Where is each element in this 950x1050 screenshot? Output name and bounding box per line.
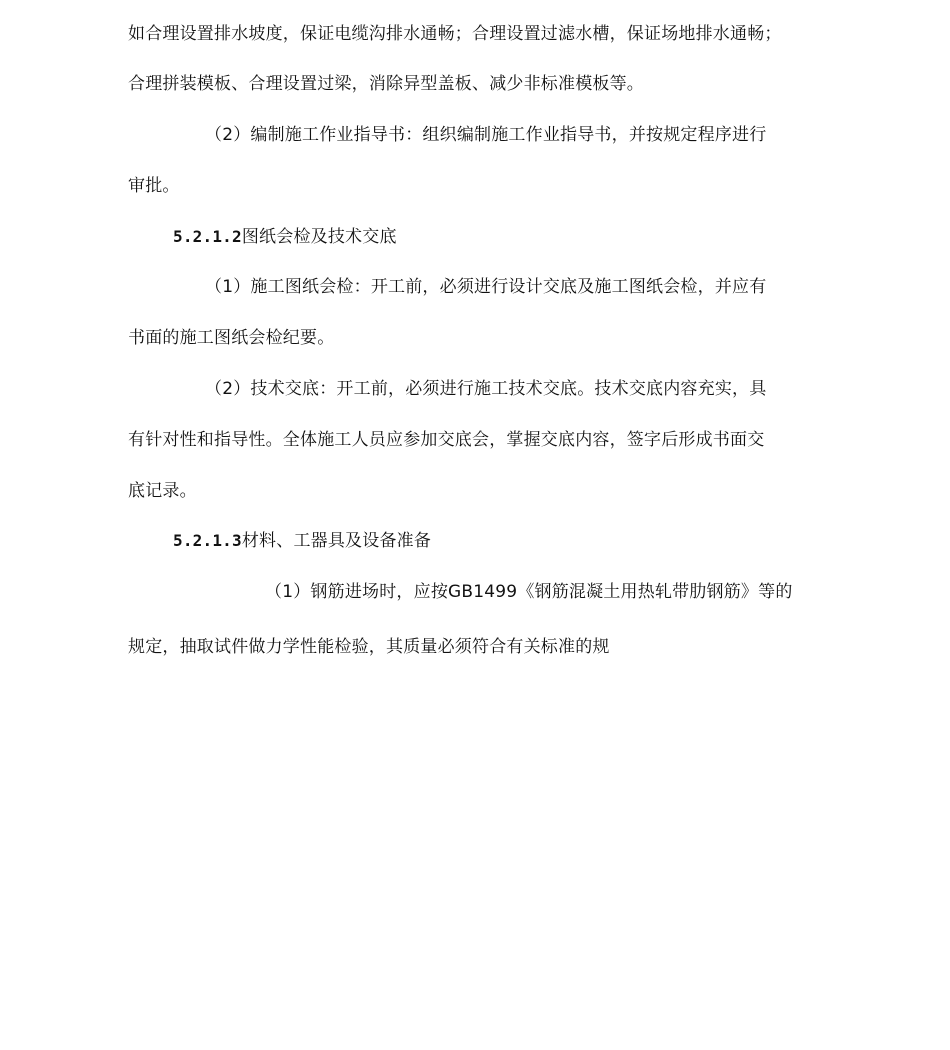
section-title: 图纸会检及技术交底 xyxy=(241,227,397,247)
paragraph-line: （1）钢筋进场时，应按GB1499《钢筋混凝土用热轧带肋钢筋》等的 xyxy=(265,582,793,602)
paragraph-line: 审批。 xyxy=(128,176,180,196)
paragraph-line: 底记录。 xyxy=(128,481,197,501)
paragraph-line: 如合理设置排水坡度，保证电缆沟排水通畅；合理设置过滤水槽，保证场地排水通畅； xyxy=(128,24,782,44)
paragraph-line: 规定，抽取试件做力学性能检验，其质量必须符合有关标准的规 xyxy=(128,637,610,657)
paragraph-line: （2）编制施工作业指导书：组织编制施工作业指导书，并按规定程序进行 xyxy=(205,125,767,145)
section-number: 5.2.1.3 xyxy=(173,531,242,550)
section-heading-5-2-1-2 xyxy=(173,227,397,247)
section-heading-5-2-1-3 xyxy=(173,531,431,551)
section-number: 5.2.1.2 xyxy=(173,227,242,246)
paragraph-line: （2）技术交底：开工前，必须进行施工技术交底。技术交底内容充实，具 xyxy=(205,379,767,399)
paragraph-line: 有针对性和指导性。全体施工人员应参加交底会，掌握交底内容，签字后形成书面交 xyxy=(128,430,765,450)
section-title: 材料、工器具及设备准备 xyxy=(241,531,432,551)
paragraph-line: 合理拼装模板、合理设置过梁，消除异型盖板、减少非标准模板等。 xyxy=(128,74,644,94)
paragraph-line: 书面的施工图纸会检纪要。 xyxy=(128,328,335,348)
paragraph-line: （1）施工图纸会检：开工前，必须进行设计交底及施工图纸会检，并应有 xyxy=(205,277,767,297)
